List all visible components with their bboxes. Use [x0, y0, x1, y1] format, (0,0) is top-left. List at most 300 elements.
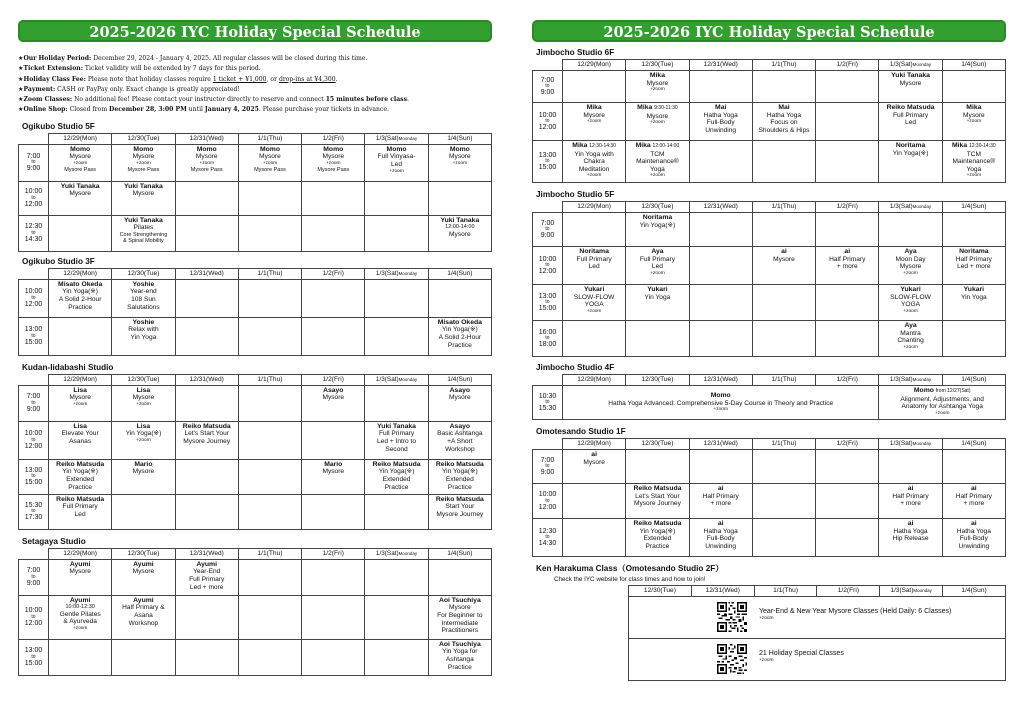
- instructor-name: Mario: [324, 460, 343, 468]
- cell-text: 15:00: [538, 305, 557, 312]
- cell-text: 9:00: [26, 165, 41, 173]
- class-cell: [49, 494, 112, 529]
- class-cell: [879, 386, 1006, 420]
- cell-text: 10:00: [24, 288, 43, 296]
- moonday-label: Moonday: [912, 62, 932, 68]
- cell-text: Practice: [447, 341, 472, 349]
- note-ticket-extension: [18, 64, 492, 74]
- cell-text: 10:00-12:30: [65, 604, 95, 611]
- class-cell: [49, 279, 112, 317]
- zoom-badge: +zoom: [586, 308, 602, 314]
- instructor-name: Reiko Matsuda: [56, 495, 105, 503]
- zoom-badge: +zoom: [136, 401, 151, 407]
- table-row: [19, 215, 492, 251]
- class-cell: [49, 459, 112, 494]
- note-class-fee: [18, 75, 492, 85]
- class-cell: [112, 494, 175, 529]
- day-header: 12/31(Wed): [175, 374, 238, 385]
- time-slot: [19, 639, 49, 675]
- day-header: [879, 439, 942, 450]
- instructor-name: Ayumi: [69, 596, 91, 604]
- cell-text: Mysore Pass: [254, 166, 286, 173]
- instructor-name: Mai: [715, 104, 727, 111]
- cell-text: 15:00: [24, 338, 43, 346]
- cell-text: 17:30: [24, 514, 43, 522]
- table-row: [19, 559, 492, 595]
- day-header: 12/29(Mon): [49, 133, 112, 144]
- class-cell: [752, 450, 815, 484]
- day-header: [879, 60, 942, 71]
- studio-title-omotesando: Omotesando Studio 1F: [536, 427, 626, 436]
- zoom-badge: +zoom: [759, 616, 774, 621]
- class-cell: [365, 279, 428, 317]
- cell-text: Hatha Yoga: [766, 111, 802, 119]
- class-cell: [365, 639, 428, 675]
- note-text: 1 ticket + ¥1,000: [212, 75, 267, 83]
- cell-text: 18:00: [538, 341, 557, 348]
- cell-text: Mysore: [449, 604, 471, 612]
- class-cell: [626, 71, 689, 103]
- class-cell: [175, 639, 238, 675]
- note-online-shop: [18, 105, 492, 115]
- notice-list: [18, 54, 492, 116]
- note-text: .: [335, 75, 338, 83]
- day-header: 1/2(Fri): [816, 60, 879, 71]
- class-cell: [365, 181, 428, 215]
- class-cell: [302, 279, 365, 317]
- instructor-name: Mika: [649, 72, 665, 79]
- cell-text: Salutations: [127, 303, 160, 311]
- class-cell: [428, 385, 491, 421]
- instructor-name: Yoshie: [132, 318, 155, 326]
- class-cell: [629, 597, 1006, 639]
- day-header: 12/30(Tue): [112, 133, 175, 144]
- schedule-ken: [628, 585, 1006, 681]
- class-cell: [302, 317, 365, 355]
- class-cell: [238, 421, 301, 459]
- cell-text: Anatomy for Ashtanga Yoga: [901, 403, 983, 411]
- left-column: [18, 20, 492, 676]
- cell-text: TCM: [650, 150, 665, 158]
- class-cell: [112, 559, 175, 595]
- class-cell: [752, 484, 815, 519]
- time-separator: to: [31, 473, 36, 480]
- day-header: 1/2(Fri): [302, 374, 365, 385]
- day-header: 1/2(Fri): [302, 268, 365, 279]
- cell-text: Yin Yoga(※): [441, 468, 478, 476]
- instructor-name: Ayumi: [133, 596, 154, 604]
- schedule-setagaya: [18, 548, 492, 676]
- class-cell: [942, 71, 1005, 103]
- time-slot: [533, 103, 563, 141]
- cell-text: 13:00: [24, 647, 43, 655]
- cell-text: Relax with: [128, 326, 159, 334]
- cell-text: Core Strengthening: [119, 231, 168, 238]
- day-header-row: [533, 202, 1006, 213]
- note-text: Online Shop:: [23, 106, 68, 114]
- cell-text: 1/3(Sat): [375, 269, 399, 277]
- instructor-name: Mario: [134, 460, 153, 468]
- instructor-name: Asayo: [323, 386, 344, 394]
- cell-text: 14:30: [24, 235, 43, 243]
- instructor-name: Yukari: [900, 286, 921, 293]
- zoom-badge: +zoom: [72, 625, 88, 631]
- time-slot: [19, 595, 49, 639]
- qr-code-icon[interactable]: [717, 602, 747, 632]
- class-cell: [752, 247, 815, 285]
- zoom-badge: +zoom: [713, 407, 728, 413]
- instructor-name: Reiko Matsuda: [435, 495, 484, 503]
- cell-text: Mysore: [69, 394, 91, 402]
- note-text: drop-ins at ¥4,300: [278, 75, 336, 83]
- class-cell: [49, 559, 112, 595]
- table-row: [533, 247, 1006, 285]
- day-header: 1/2(Fri): [816, 439, 879, 450]
- class-cell: [816, 519, 879, 557]
- cell-text: Mysore: [132, 190, 155, 198]
- instructor-name: Aya: [651, 248, 664, 255]
- table-row: [533, 71, 1006, 103]
- cell-text: Hip Release: [892, 535, 929, 543]
- class-cell: [365, 385, 428, 421]
- cell-text: 12:30-14:30: [968, 143, 996, 149]
- cell-text: Yin Yoga: [960, 293, 987, 301]
- instructor-name: Momo: [449, 145, 470, 153]
- day-header-row: [19, 268, 492, 279]
- class-cell: [238, 639, 301, 675]
- class-cell: [112, 639, 175, 675]
- day-header: 12/31(Wed): [689, 439, 752, 450]
- cell-text: Mysore Journey: [436, 510, 484, 518]
- day-header: 12/30(Tue): [112, 548, 175, 559]
- zoom-badge: +zoom: [262, 160, 278, 166]
- note-text: ★: [18, 55, 24, 62]
- instructor-name: Mai: [778, 104, 790, 111]
- cell-text: 10:00: [538, 255, 557, 263]
- ken-row-1: [759, 608, 951, 622]
- cell-text: Mysore Pass: [127, 166, 160, 173]
- table-row: [533, 141, 1006, 183]
- instructor-name: Yuki Tanaka: [124, 216, 163, 224]
- class-cell: [626, 103, 689, 141]
- cell-text: Unwinding: [705, 126, 737, 134]
- class-cell: [428, 595, 491, 639]
- class-cell: [942, 103, 1005, 141]
- class-cell: [752, 285, 815, 321]
- cell-text: Let's Start Your: [184, 430, 229, 438]
- time-separator: to: [545, 299, 550, 305]
- cell-text: Half Primary: [955, 255, 992, 263]
- instructor-name: Momo: [323, 145, 344, 153]
- table-row: [533, 386, 1006, 420]
- cell-text: TCM: [966, 150, 981, 158]
- time-separator: to: [31, 194, 36, 201]
- zoom-badge: +zoom: [72, 160, 88, 166]
- note-text: Our Holiday Period:: [23, 55, 92, 62]
- cell-text: SLOW-FLOW: [573, 293, 615, 301]
- cell-text: Half Primary &: [122, 604, 165, 612]
- time-slot: [533, 450, 563, 484]
- cell-text: Practice: [447, 483, 472, 491]
- moonday-label: Moonday: [398, 270, 418, 276]
- studio-title-kudan: Kudan-Iidabashi Studio: [22, 362, 114, 372]
- cell-text: Asana: [134, 611, 153, 619]
- cell-text: Hatha Yoga Advanced: Comprehensive 5-Day Course in Theory and Practice: [608, 399, 834, 407]
- cell-text: Mysore: [646, 112, 669, 120]
- class-cell: [942, 285, 1005, 321]
- schedule-omotesando: [532, 438, 1006, 557]
- class-cell: [563, 103, 626, 141]
- cell-text: Mysore: [449, 153, 471, 161]
- cell-text: Mysore: [322, 153, 345, 161]
- time-separator: to: [545, 262, 550, 268]
- time-slot: [19, 215, 49, 251]
- class-cell: [689, 71, 752, 103]
- note-text: CASH or PayPay only. Exact change is greatly appreciated!: [55, 85, 240, 93]
- cell-text: from 12/27(Sat): [935, 388, 971, 394]
- class-cell: [112, 421, 175, 459]
- class-cell: [563, 247, 626, 285]
- cell-text: Led: [74, 510, 86, 518]
- cell-text: 10:00: [538, 491, 557, 498]
- class-cell: [112, 595, 175, 639]
- moonday-label: Moonday: [912, 377, 932, 383]
- cell-text: Yin Yoga(※): [62, 288, 98, 296]
- class-cell: [689, 103, 752, 141]
- cell-text: Yin Yoga(※): [639, 527, 676, 535]
- table-row: [533, 213, 1006, 247]
- time-separator: to: [545, 226, 550, 232]
- cell-text: + more: [900, 500, 921, 508]
- table-row: [19, 639, 492, 675]
- time-separator: to: [545, 118, 550, 124]
- instructor-name: ai: [844, 248, 851, 255]
- class-cell: [626, 484, 689, 519]
- zoom-badge: +zoom: [326, 160, 341, 166]
- day-header: [19, 133, 49, 144]
- class-cell: [816, 484, 879, 519]
- instructor-name: Mika: [572, 142, 588, 149]
- class-cell: [689, 247, 752, 285]
- class-cell: [942, 450, 1005, 484]
- class-cell: [302, 385, 365, 421]
- day-header: [19, 268, 49, 279]
- cell-text: Let's Start Your: [635, 492, 680, 500]
- class-cell: [175, 559, 238, 595]
- day-header-row: [533, 60, 1006, 71]
- day-header: 1/1(Thu): [752, 375, 815, 386]
- cell-text: Mysore: [132, 468, 155, 476]
- cell-text: 10:00: [24, 607, 43, 615]
- cell-text: For Beginner to: [437, 611, 483, 619]
- note-text: .: [407, 96, 409, 104]
- class-cell: [942, 213, 1005, 247]
- cell-text: 16:00: [538, 328, 557, 336]
- instructor-name: ai: [907, 520, 914, 527]
- cell-text: Led + more: [189, 583, 224, 591]
- zoom-badge: +zoom: [650, 173, 665, 179]
- cell-text: Extended: [445, 475, 474, 483]
- instructor-name: Mika: [586, 104, 602, 111]
- time-separator: to: [545, 83, 550, 89]
- time-slot: [533, 71, 563, 103]
- studio-title-jimbocho-6f: Jimbocho Studio 6F: [536, 48, 615, 57]
- time-separator: to: [545, 399, 550, 405]
- cell-text: 12:00: [538, 124, 557, 131]
- cell-text: Mysore: [195, 153, 218, 161]
- instructor-name: Momo: [259, 145, 280, 153]
- class-cell: [563, 321, 626, 357]
- cell-text: 7:00: [540, 219, 555, 227]
- zoom-badge: +zoom: [72, 401, 88, 407]
- instructor-name: Mika: [952, 142, 968, 149]
- schedule-jimbocho-4f: [532, 374, 1006, 420]
- day-header: 12/29(Mon): [563, 439, 626, 450]
- class-cell: [175, 215, 238, 251]
- time-slot: [19, 459, 49, 494]
- note-text: Zoom Classes:: [23, 96, 73, 104]
- class-cell: [238, 385, 301, 421]
- day-header: 12/30(Tue): [629, 586, 692, 597]
- class-cell: [942, 519, 1005, 557]
- schedule-jimbocho-5f: [532, 201, 1006, 357]
- note-text: Closed from: [67, 106, 110, 114]
- day-header: 1/2(Fri): [816, 202, 879, 213]
- cell-text: 12:00: [24, 619, 43, 627]
- day-header: 12/30(Tue): [112, 268, 175, 279]
- day-header-row: [533, 439, 1006, 450]
- class-cell: [942, 484, 1005, 519]
- cell-text: 13:00: [538, 292, 557, 300]
- class-cell: [816, 103, 879, 141]
- class-cell: [428, 459, 491, 494]
- class-cell: [428, 494, 491, 529]
- class-cell: [49, 421, 112, 459]
- zoom-badge: +zoom: [903, 344, 918, 350]
- class-cell: [563, 450, 626, 484]
- day-header-row: [19, 133, 492, 144]
- day-header: 12/30(Tue): [626, 60, 689, 71]
- time-separator: to: [545, 534, 550, 540]
- table-row: [533, 484, 1006, 519]
- cell-text: 1/3(Sat): [890, 587, 914, 595]
- cell-text: Full Primary: [189, 575, 225, 583]
- cell-text: Half Primary: [829, 255, 866, 263]
- day-header: 12/31(Wed): [689, 375, 752, 386]
- day-header: 1/1(Thu): [752, 439, 815, 450]
- zoom-badge: +zoom: [650, 270, 665, 276]
- cell-text: 108 Sun: [131, 295, 156, 303]
- cell-text: Full Primary: [62, 503, 98, 511]
- time-separator: to: [545, 463, 550, 469]
- class-cell: [689, 450, 752, 484]
- day-header: [879, 202, 942, 213]
- cell-text: Chanting: [897, 337, 924, 345]
- cell-text: 15:30: [538, 405, 557, 412]
- cell-text: Basic Ashtanga: [437, 430, 483, 438]
- qr-code-icon[interactable]: [717, 644, 747, 674]
- instructor-name: Noritama: [959, 248, 989, 255]
- cell-text: Mysore: [449, 394, 471, 402]
- day-header: 1/4(Sun): [942, 202, 1005, 213]
- cell-text: Mysore: [899, 263, 922, 271]
- day-header: 1/2(Fri): [816, 375, 879, 386]
- cell-text: A Solid 2-Hour: [438, 333, 482, 341]
- instructor-name: Yuki Tanaka: [60, 182, 100, 190]
- class-cell: [879, 321, 942, 357]
- instructor-name: Reiko Matsuda: [56, 460, 105, 468]
- class-cell: [626, 450, 689, 484]
- zoom-badge: +zoom: [199, 160, 214, 166]
- instructor-name: Aoi Tsuchiya: [438, 640, 481, 648]
- instructor-name: Momo: [386, 145, 407, 153]
- zoom-badge: +zoom: [650, 120, 665, 126]
- note-text: ★: [18, 75, 24, 83]
- cell-text: Maintenance®: [636, 158, 679, 166]
- time-slot: [19, 279, 49, 317]
- zoom-badge: +zoom: [452, 160, 468, 166]
- class-cell: [816, 321, 879, 357]
- instructor-name: Noritama: [579, 248, 609, 255]
- table-row: [533, 103, 1006, 141]
- cell-text: Mysore: [322, 468, 345, 476]
- class-cell: [626, 285, 689, 321]
- table-row: [19, 459, 492, 494]
- cell-text: Meditation: [578, 165, 610, 173]
- cell-text: Led + Intro to: [377, 437, 417, 445]
- cell-text: + more: [710, 500, 732, 508]
- time-separator: to: [545, 158, 550, 164]
- instructor-name: Lisa: [73, 386, 87, 394]
- instructor-name: Aoi Tsuchiya: [438, 596, 481, 604]
- cell-text: 1/3(Sat): [889, 203, 913, 211]
- class-cell: [365, 494, 428, 529]
- cell-text: Yoga: [650, 165, 665, 173]
- day-header: 1/4(Sun): [942, 439, 1005, 450]
- table-row: [19, 494, 492, 529]
- instructor-name: Asayo: [449, 386, 471, 394]
- class-cell: [365, 595, 428, 639]
- cell-text: 9:00: [26, 405, 41, 413]
- cell-text: Yin Yoga(※): [62, 468, 98, 476]
- cell-text: 12:00: [538, 268, 557, 275]
- cell-text: Half Primary: [892, 492, 929, 500]
- schedule-kudan: [18, 374, 492, 530]
- time-separator: to: [31, 653, 36, 660]
- day-header: 1/4(Sun): [428, 133, 491, 144]
- class-cell: [112, 385, 175, 421]
- cell-text: YOGA: [901, 301, 921, 309]
- note-text: 15 minutes before class: [325, 96, 408, 104]
- class-cell: [238, 181, 301, 215]
- page-title-right: 2025-2026 IYC Holiday Special Schedule: [532, 20, 1006, 42]
- instructor-name: Yuki Tanaka: [891, 72, 930, 79]
- instructor-name: Ayumi: [133, 560, 154, 568]
- cell-text: Asanas: [69, 437, 92, 445]
- ken-row-2: [759, 650, 844, 664]
- cell-text: 10:00: [24, 430, 43, 438]
- instructor-name: ai: [971, 485, 977, 492]
- day-header: [365, 374, 428, 385]
- cell-text: Practice: [447, 663, 472, 671]
- cell-text: 12:00: [24, 300, 43, 308]
- cell-text: Unwinding: [705, 542, 737, 550]
- class-cell: [428, 144, 491, 181]
- cell-text: Unwinding: [958, 542, 990, 550]
- day-header: [533, 439, 563, 450]
- class-cell: [365, 215, 428, 251]
- cell-text: Extended: [643, 535, 672, 543]
